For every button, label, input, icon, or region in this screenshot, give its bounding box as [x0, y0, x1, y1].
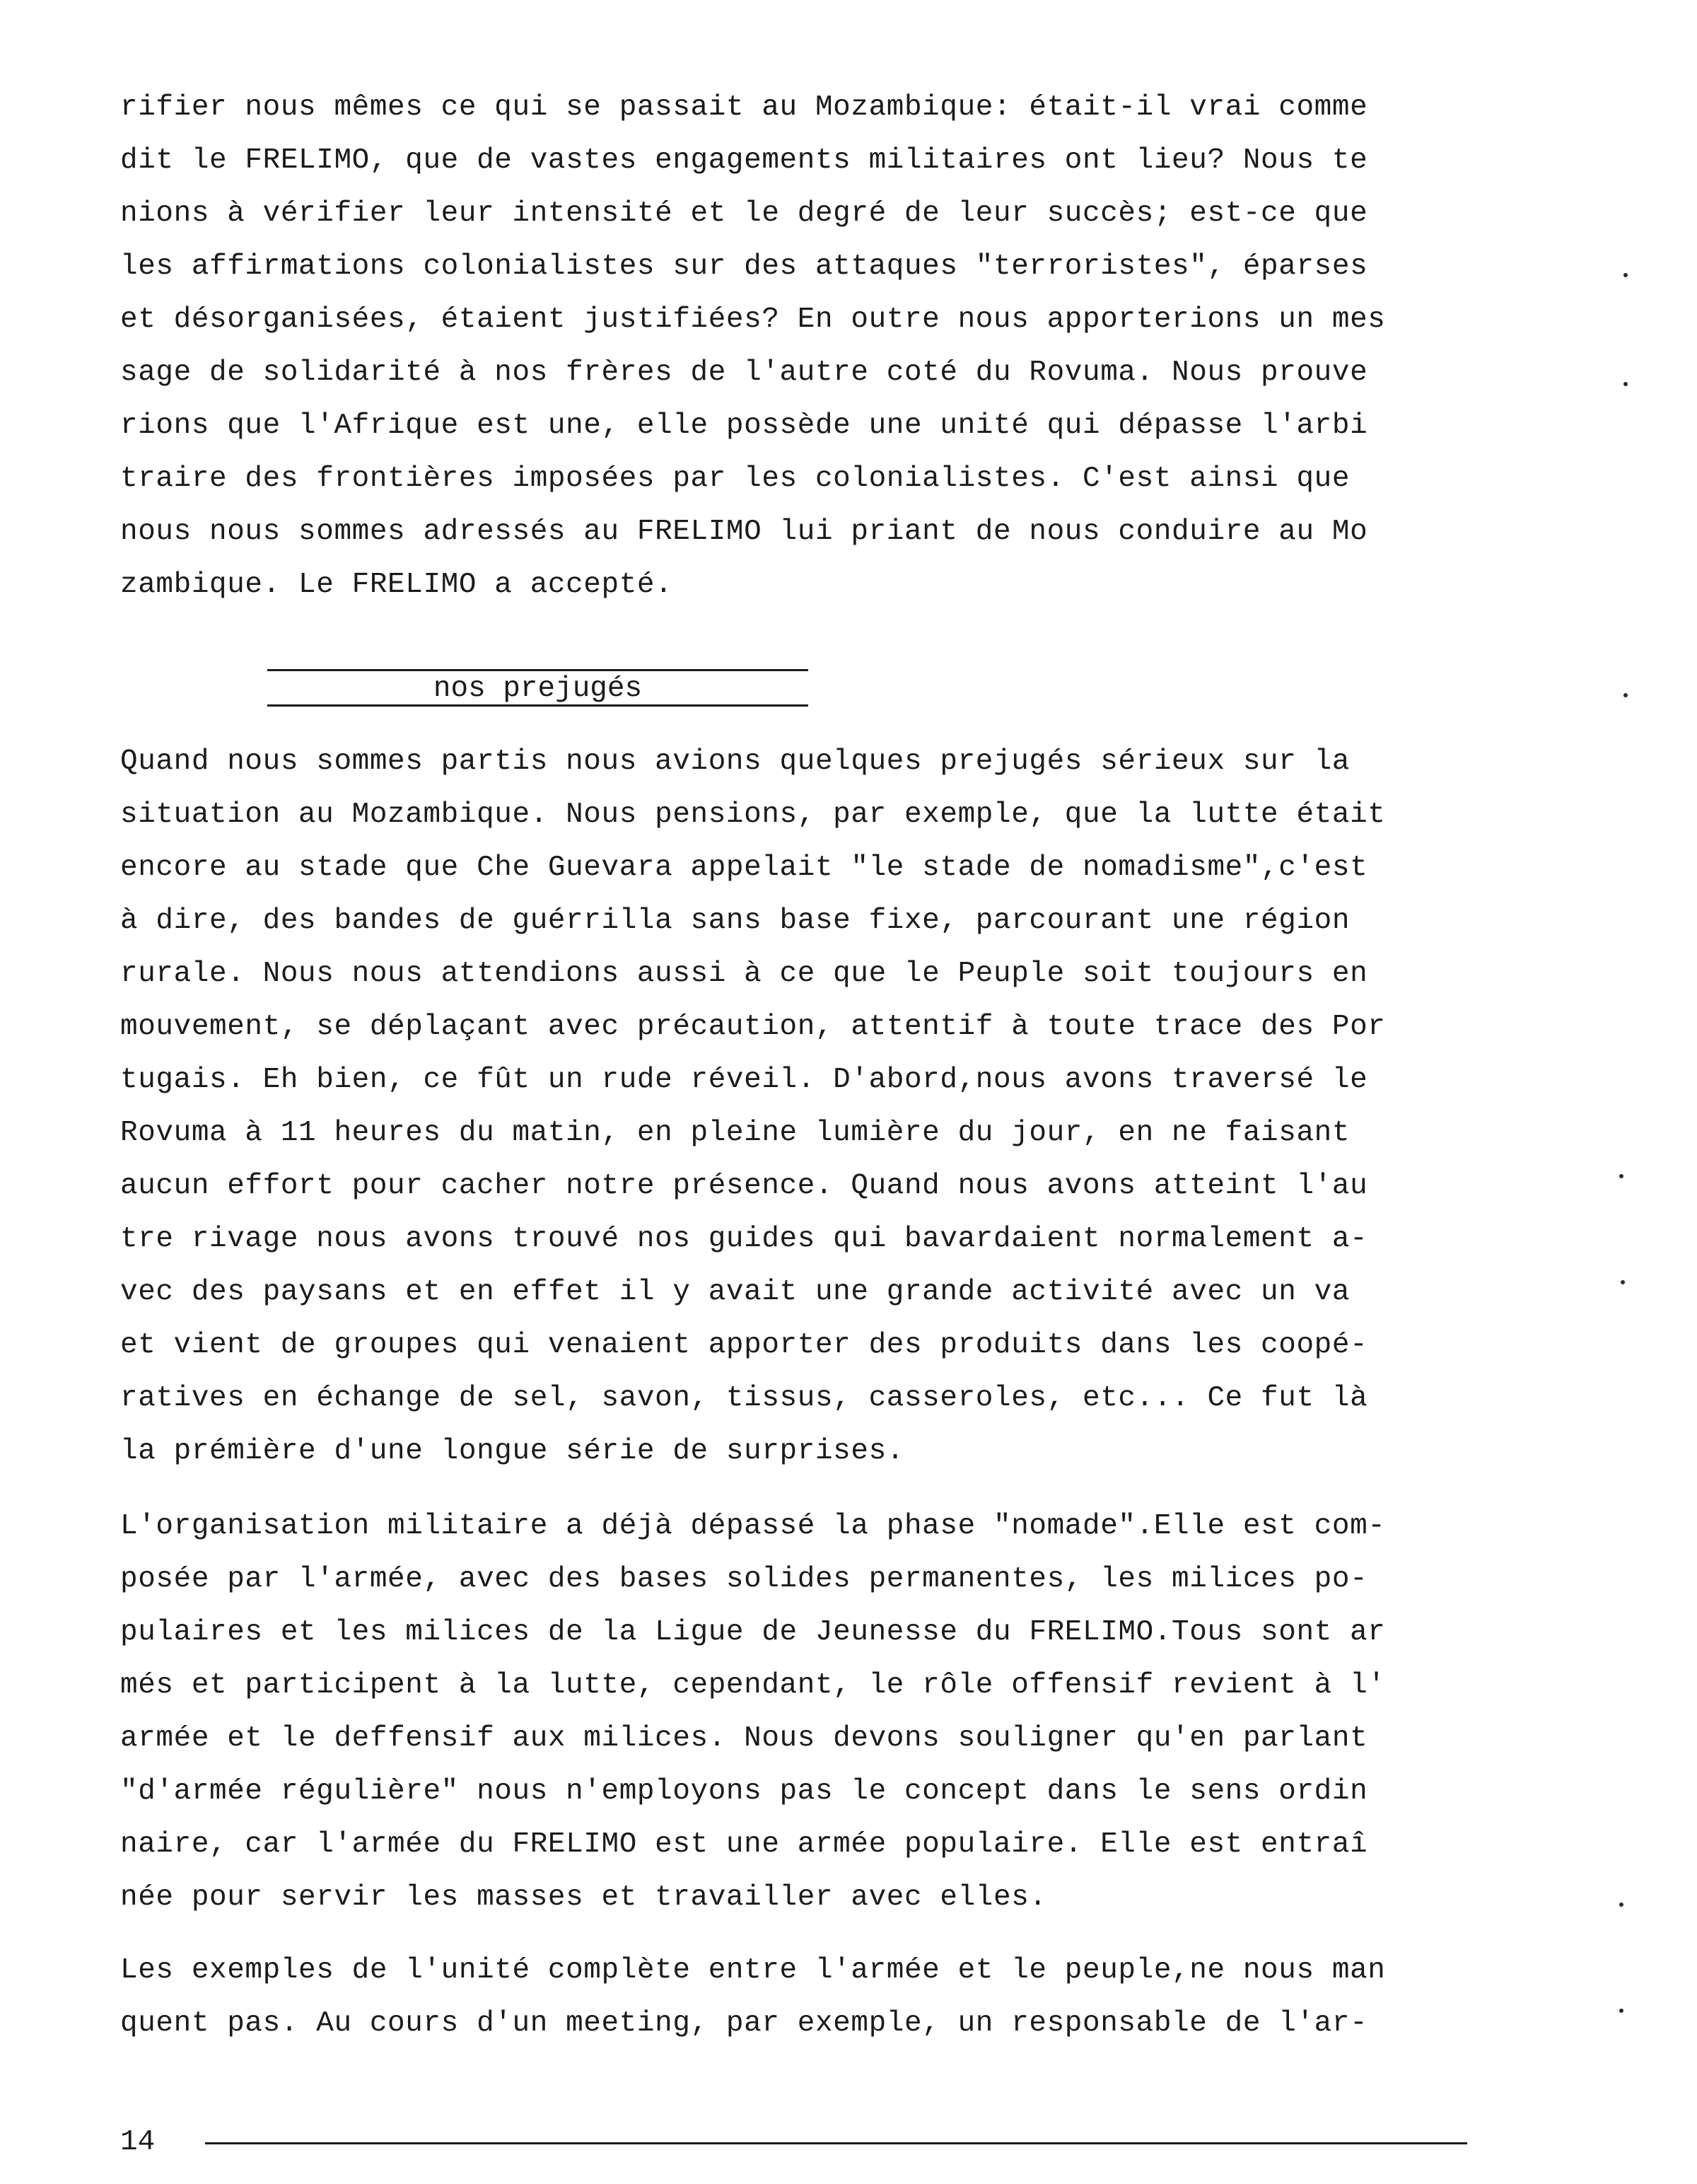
text-line: née pour servir les masses et travailler avec elles. [120, 1881, 1047, 1914]
text-line: et vient de groupes qui venaient apporter des produits dans les coopé- [120, 1329, 1368, 1361]
text-line: naire, car l'armée du FRELIMO est une armée populaire. Elle est entraî [120, 1828, 1368, 1861]
text-line: traire des frontières imposées par les colonialistes. C'est ainsi que [120, 463, 1351, 495]
text-line: L'organisation militaire a déjà dépassé la phase "nomade".Elle est com- [120, 1510, 1386, 1543]
section-heading: nos prejugés [433, 673, 643, 705]
text-line: tre rivage nous avons trouvé nos guides qui bavardaient normalement a- [120, 1223, 1368, 1255]
text-line: Rovuma à 11 heures du matin, en pleine lumière du jour, en ne faisant [120, 1117, 1351, 1149]
page-number: 14 [120, 2126, 156, 2159]
exemples-paragraph [120, 1944, 1464, 2050]
text-line: et désorganisées, étaient justifiées? En outre nous apporterions un mes [120, 303, 1386, 336]
text-line: quent pas. Au cours d'un meeting, par exemple, un responsable de l'ar- [120, 2007, 1368, 2040]
print-speck [1619, 1174, 1623, 1178]
text-line: dit le FRELIMO, que de vastes engagements militaires ont lieu? Nous te [120, 144, 1368, 177]
text-line: encore au stade que Che Guevara appelait "le stade de nomadisme",c'est [120, 852, 1368, 884]
text-line: rifier nous mêmes ce qui se passait au Mozambique: était-il vrai comme [120, 91, 1368, 124]
text-line: Les exemples de l'unité complète entre l'armée et le peuple,ne nous man [120, 1954, 1386, 1987]
text-line: tugais. Eh bien, ce fût un rude réveil. D'abord,nous avons traversé le [120, 1064, 1368, 1096]
print-speck [1623, 693, 1628, 697]
text-line: nous nous sommes adressés au FRELIMO lui priant de nous conduire au Mo [120, 516, 1368, 548]
text-line: armée et le deffensif aux milices. Nous devons souligner qu'en parlant [120, 1722, 1368, 1755]
heading-rule-bottom [267, 704, 808, 707]
text-line: "d'armée régulière" nous n'employons pas le concept dans le sens ordin [120, 1775, 1368, 1808]
intro-paragraph [120, 81, 1464, 612]
text-line: ratives en échange de sel, savon, tissus, casseroles, etc... Ce fut là [120, 1382, 1368, 1415]
text-line: les affirmations colonialistes sur des attaques "terroristes", éparses [120, 250, 1368, 283]
text-line: mouvement, se déplaçant avec précaution, attentif à toute trace des Por [120, 1011, 1386, 1043]
heading-rule-top [267, 669, 808, 671]
print-speck [1623, 273, 1628, 277]
print-speck [1619, 1903, 1623, 1907]
print-speck [1623, 382, 1628, 386]
print-speck [1621, 1280, 1625, 1284]
text-line: més et participent à la lutte, cependant, le rôle offensif revient à l' [120, 1669, 1386, 1702]
prejuges-paragraph [120, 736, 1464, 1478]
footer-rule [205, 2142, 1467, 2144]
text-line: rurale. Nous nous attendions aussi à ce que le Peuple soit toujours en [120, 958, 1368, 990]
text-line: zambique. Le FRELIMO a accepté. [120, 569, 673, 601]
text-line: à dire, des bandes de guérrilla sans base fixe, parcourant une région [120, 905, 1351, 937]
text-line: posée par l'armée, avec des bases solides permanentes, les milices po- [120, 1563, 1368, 1596]
text-line: aucun effort pour cacher notre présence. Quand nous avons atteint l'au [120, 1170, 1368, 1202]
text-line: nions à vérifier leur intensité et le degré de leur succès; est-ce que [120, 197, 1368, 230]
text-line: la prémière d'une longue série de surprises. [120, 1435, 904, 1468]
text-line: vec des paysans et en effet il y avait une grande activité avec un va [120, 1276, 1351, 1308]
print-speck [1619, 2009, 1623, 2013]
section-heading-block [267, 665, 808, 711]
text-line: rions que l'Afrique est une, elle possède une unité qui dépasse l'arbi [120, 410, 1368, 442]
text-line: pulaires et les milices de la Ligue de Jeunesse du FRELIMO.Tous sont ar [120, 1616, 1386, 1649]
text-line: sage de solidarité à nos frères de l'autre coté du Rovuma. Nous prouve [120, 356, 1368, 389]
text-line: Quand nous sommes partis nous avions quelques prejugés sérieux sur la [120, 745, 1351, 778]
text-line: situation au Mozambique. Nous pensions, par exemple, que la lutte était [120, 798, 1386, 831]
militaire-paragraph [120, 1500, 1464, 1924]
